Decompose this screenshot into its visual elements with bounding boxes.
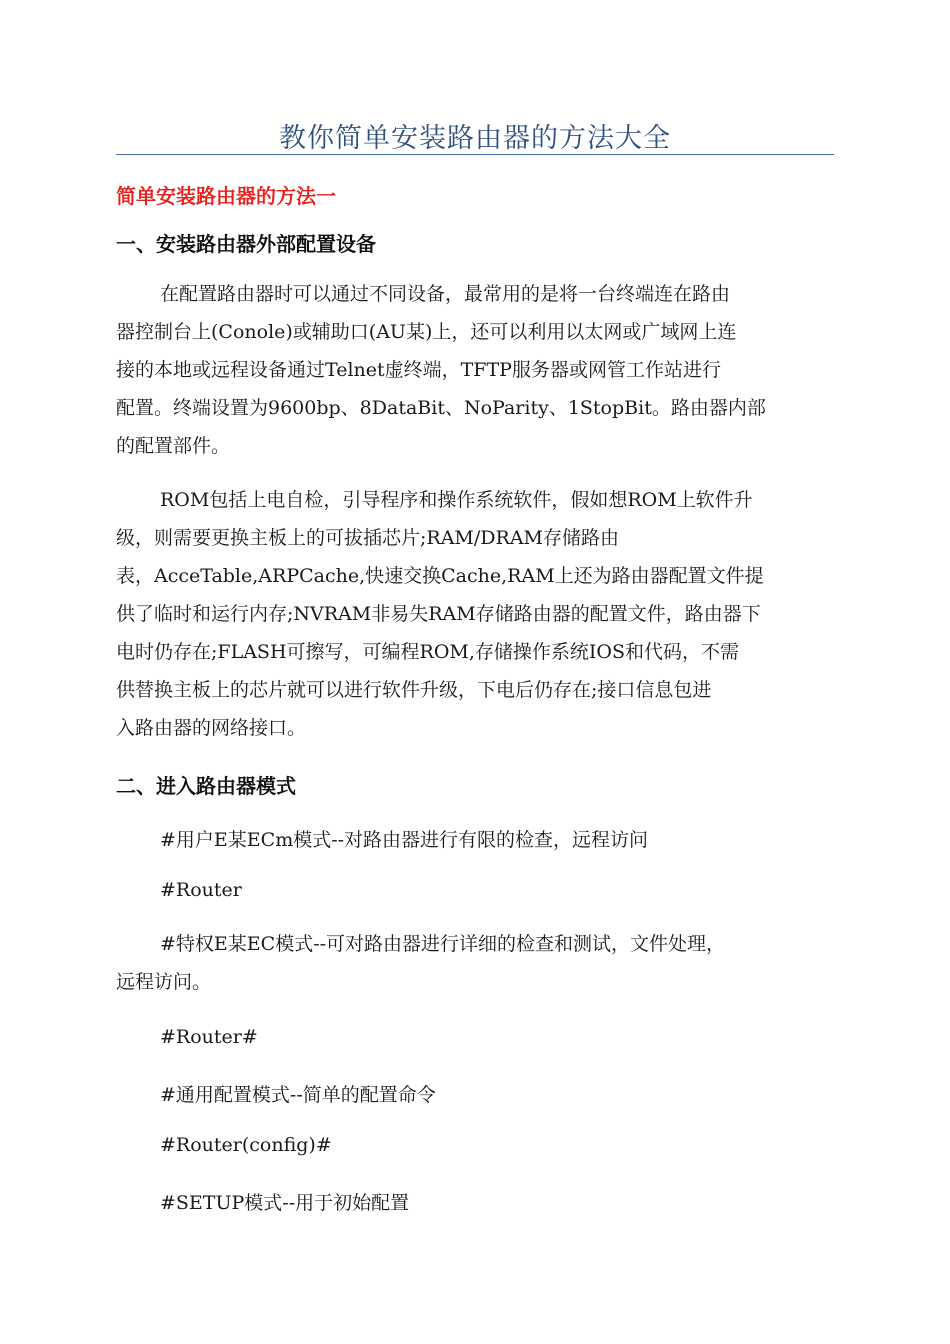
prompt-user: #Router	[160, 879, 242, 901]
paragraph-line: 供了临时和运行内存;NVRAM非易失RAM存储路由器的配置文件，路由器下	[116, 603, 761, 625]
paragraph-line: ROM包括上电自检，引导程序和操作系统软件，假如想ROM上软件升	[160, 489, 753, 511]
heading-external-config-devices: 一、安装路由器外部配置设备	[116, 232, 376, 256]
section-heading-method-1: 简单安装路由器的方法一	[116, 184, 336, 208]
document-title: 教你简单安装路由器的方法大全	[279, 123, 671, 154]
paragraph-line: 表，AcceTable,ARPCache,快速交换Cache,RAM上还为路由器配置文件提	[116, 565, 764, 587]
paragraph-line: 配置。终端设置为9600bp、8DataBit、NoParity、1StopBit。路由器内部	[116, 397, 766, 419]
paragraph-line: 入路由器的网络接口。	[116, 717, 307, 739]
paragraph-line: 远程访问。	[116, 971, 212, 993]
paragraph-line: 的配置部件。	[116, 435, 231, 457]
mode-global-config: #通用配置模式--简单的配置命令	[160, 1084, 436, 1106]
heading-router-modes: 二、进入路由器模式	[116, 774, 296, 798]
paragraph-line: #特权E某EC模式--可对路由器进行详细的检查和测试，文件处理，	[160, 933, 726, 955]
paragraph-memory-components	[116, 481, 834, 747]
paragraph-line: 在配置路由器时可以通过不同设备，最常用的是将一台终端连在路由	[160, 283, 731, 305]
paragraph-line: 供替换主板上的芯片就可以进行软件升级，下电后仍存在;接口信息包进	[116, 679, 712, 701]
paragraph-line: 接的本地或远程设备通过Telnet虚终端，TFTP服务器或网管工作站进行	[116, 359, 721, 381]
title-underline	[116, 154, 834, 155]
paragraph-line: 器控制台上(Conole)或辅助口(AU某)上，还可以利用以太网或广域网上连	[116, 321, 737, 343]
prompt-privileged: #Router#	[160, 1026, 258, 1048]
paragraph-line: 级，则需要更换主板上的可拔插芯片;RAM/DRAM存储路由	[116, 527, 620, 549]
mode-privileged-exec	[116, 925, 834, 1001]
mode-user-exec: #用户E某ECm模式--对路由器进行有限的检查，远程访问	[160, 829, 649, 851]
paragraph-config-devices	[116, 275, 834, 465]
prompt-config: #Router(config)#	[160, 1134, 332, 1156]
mode-setup: #SETUP模式--用于初始配置	[160, 1192, 410, 1214]
paragraph-line: 电时仍存在;FLASH可擦写，可编程ROM,存储操作系统IOS和代码，不需	[116, 641, 739, 663]
